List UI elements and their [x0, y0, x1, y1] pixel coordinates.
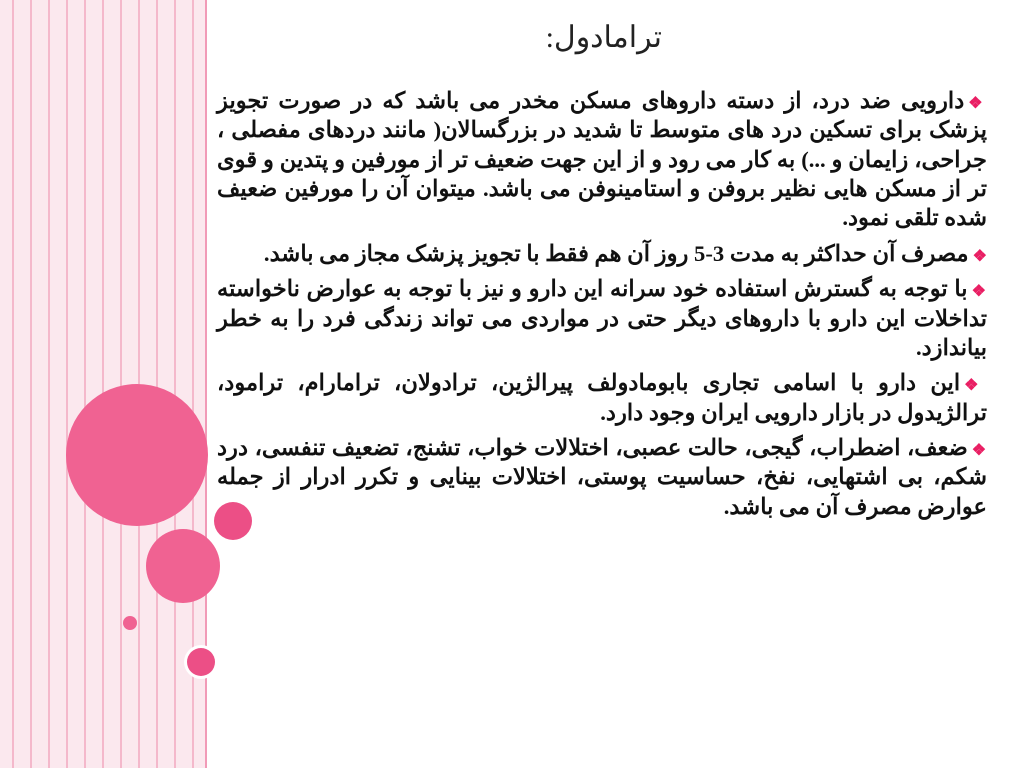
diamond-bullet-icon: ❖: [964, 377, 988, 395]
bullet-text: این دارو با اسامی تجاری بابومادولف پیرالژین، ترادولان، ترامارام، ترامود، ترالژیدول در بازار دارویی ایران وجود دارد.: [217, 370, 987, 425]
bullet-text: با توجه به گسترش استفاده خود سرانه این دارو و نیز با توجه به عوارض ناخواسته تداخلات این دارو با داروهای دیگر حتی در مواردی می تواند زندگی فرد را به خطر بیاندازد.: [217, 276, 987, 360]
bullet-item: [217, 368, 987, 427]
bullet-item: [217, 239, 987, 268]
stripe-line: [12, 0, 14, 768]
bullet-text: مصرف آن حداکثر به مدت 3-5 روز آن هم فقط با تجویز پزشک مجاز می باشد.: [263, 240, 969, 266]
stripe-line: [66, 0, 68, 768]
diamond-bullet-icon: ❖: [968, 95, 987, 112]
bullet-item: [217, 86, 987, 233]
stripe-line: [102, 0, 104, 768]
diamond-bullet-icon: ❖: [972, 247, 987, 265]
stripe-line: [120, 0, 122, 768]
decorative-circle-tiny: [123, 616, 137, 630]
decorative-circle-small: [187, 648, 215, 676]
decorative-circle-large: [66, 384, 208, 526]
bullet-item: [217, 274, 987, 362]
stripe-line: [174, 0, 176, 768]
page-title: ترامادول:: [545, 21, 662, 54]
diamond-bullet-icon: ❖: [971, 441, 988, 459]
decorative-circle-medium: [146, 529, 220, 603]
bullet-text: ضعف، اضطراب، گیجی، حالت عصبی، اختلالات خواب، تشنج، تضعیف تنفسی، درد شکم، بی اشتهایی، نفخ، حساسیت پوستی، اختلالات بینایی و تکرر ادرار از جمله عوارض مصرف آن می باشد.: [217, 434, 987, 519]
bullet-list: [217, 86, 987, 527]
stripe-line: [156, 0, 158, 768]
bullet-item: [217, 433, 987, 521]
stripe-line: [48, 0, 50, 768]
stripe-line: [30, 0, 32, 768]
stripe-line: [84, 0, 86, 768]
bullet-text: دارویی ضد درد، از دسته داروهای مسکن مخدر می باشد که در صورت تجویز پزشک برای تسکین درد های متوسط تا شدید در بزرگسالان( مانند دردهای مفصلی ، جراحی، زایمان و ...) به کار می رود و از این جهت ضعیف تر از مورفین و پتدین و قوی تر از مسکن هایی نظیر بروفن و استامینوفن می باشد. میتوان آن را مورفین ضعیف شده تلقی نمود.: [217, 88, 987, 231]
diamond-bullet-icon: ❖: [971, 283, 988, 301]
